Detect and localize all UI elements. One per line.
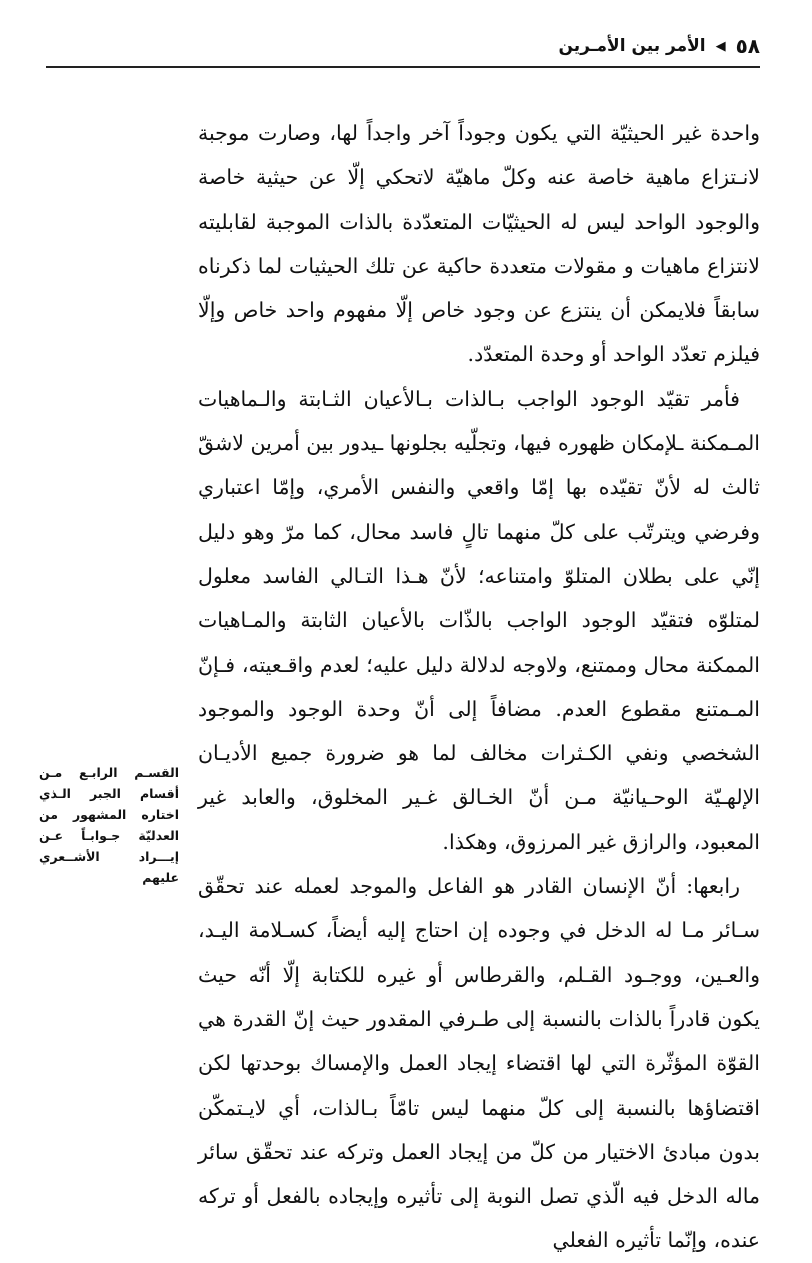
page-number: ٥٨: [735, 34, 760, 58]
page-header: [46, 34, 760, 68]
margin-note: القسـم الرابـع مـن أقسام الجبر الـذي اختاره المشهور من العدليّة جـوابـاً عـن إيـــراد الأشــعري عليهم: [39, 765, 179, 885]
paragraph-1: واحدة غير الحيثيّة التي يكون وجوداً آخر واجداً لها، وصارت موجبة لانـتزاع ماهية خاصة عنه وكلّ ماهيّة لاتحكي إلّا عن حيثية خاصة والوجود الواحد ليس له الحيثيّات المتعدّدة بالذات الموجبة لقابليته لانتزاع ماهيات و مقولات متعددة حاكية عن تلك الحيثيات لما ذكرناه سابقاً فلايمكن أن ينتزع عن وجود خاص إلّا مفهوم واحد خاص وإلّا فيلزم تعدّد الواحد أو وحدة المتعدّد.: [198, 121, 760, 367]
body-text: [198, 111, 760, 1263]
paragraph-3: رابعها: أنّ الإنسان القادر هو الفاعل والموجد لعمله عند تحقّق سـائر مـا له الدخل في وجوده إن احتاج إليه أيضاً، كسـلامة اليـد، والعـين، ووجـود القـلم، والقرطاس أو غيره للكتابة إلّا أنّه حيث يكون قادراً بالذات بالنسبة إلى طـرفي المقدور حيث إنّ القدرة هي القوّة المؤثّرة التي لها اقتضاء إيجاد العمل والإمساك بوحدتها لكن اقتضاؤها بالنسبة إلى كلّ منهما ليس تامّاً بـالذات، أي لايـتمكّن بدون مبادئ الاختيار من كلّ من إيجاد العمل وتركه عند تحقّق سائر ماله الدخل فيه الّذي تصل النوبة إلى تأثيره وإيجاده بالفعل أو تركه عنده، وإنّما تأثيره الفعلي: [198, 874, 760, 1253]
header-divider: [46, 66, 760, 68]
running-head-title: الأمر بين الأمـرين: [558, 36, 706, 56]
paragraph-2: فأمر تقيّد الوجود الواجب بـالذات بـالأعيان الثـابتة والـماهيات المـمكنة ـلإمكان ظهوره فيها، وتجلّيه بجلونها ـيدور بين أمرين لاشقّ ثالث له لأنّ تقيّده بها إمّا واقعي والنفس الأمري، وإمّا اعتباري وفرضي ويترتّب على كلّ منهما تالٍ فاسد محال، كما مرّ وهو دليل إنّي على بطلان المتلوّ وامتناعه؛ لأنّ هـذا التـالي الفاسد معلول لمتلوّه فتقيّد الوجود الواجب بالذّات بالأعيان الثابتة والمـاهيات الممكنة محال وممتنع، ولاوجه لدلالة دليل عليه؛ لعدم واقـعيته، فـإنّ المـمتنع مقطوع العدم. مضافاً إلى أنّ وحدة الوجود والموجود الشخصي ونفي الكـثرات مخالف لما هو ضرورة جميع الأديـان الإلهـيّة الوحـيانيّة مـن أنّ الخـالق غـير المخلوق، والعابد غير المعبود، والرازق غير المرزوق، وهكذا.: [198, 386, 760, 854]
running-head: [558, 34, 760, 58]
triangle-left-icon: ◀: [715, 38, 726, 54]
